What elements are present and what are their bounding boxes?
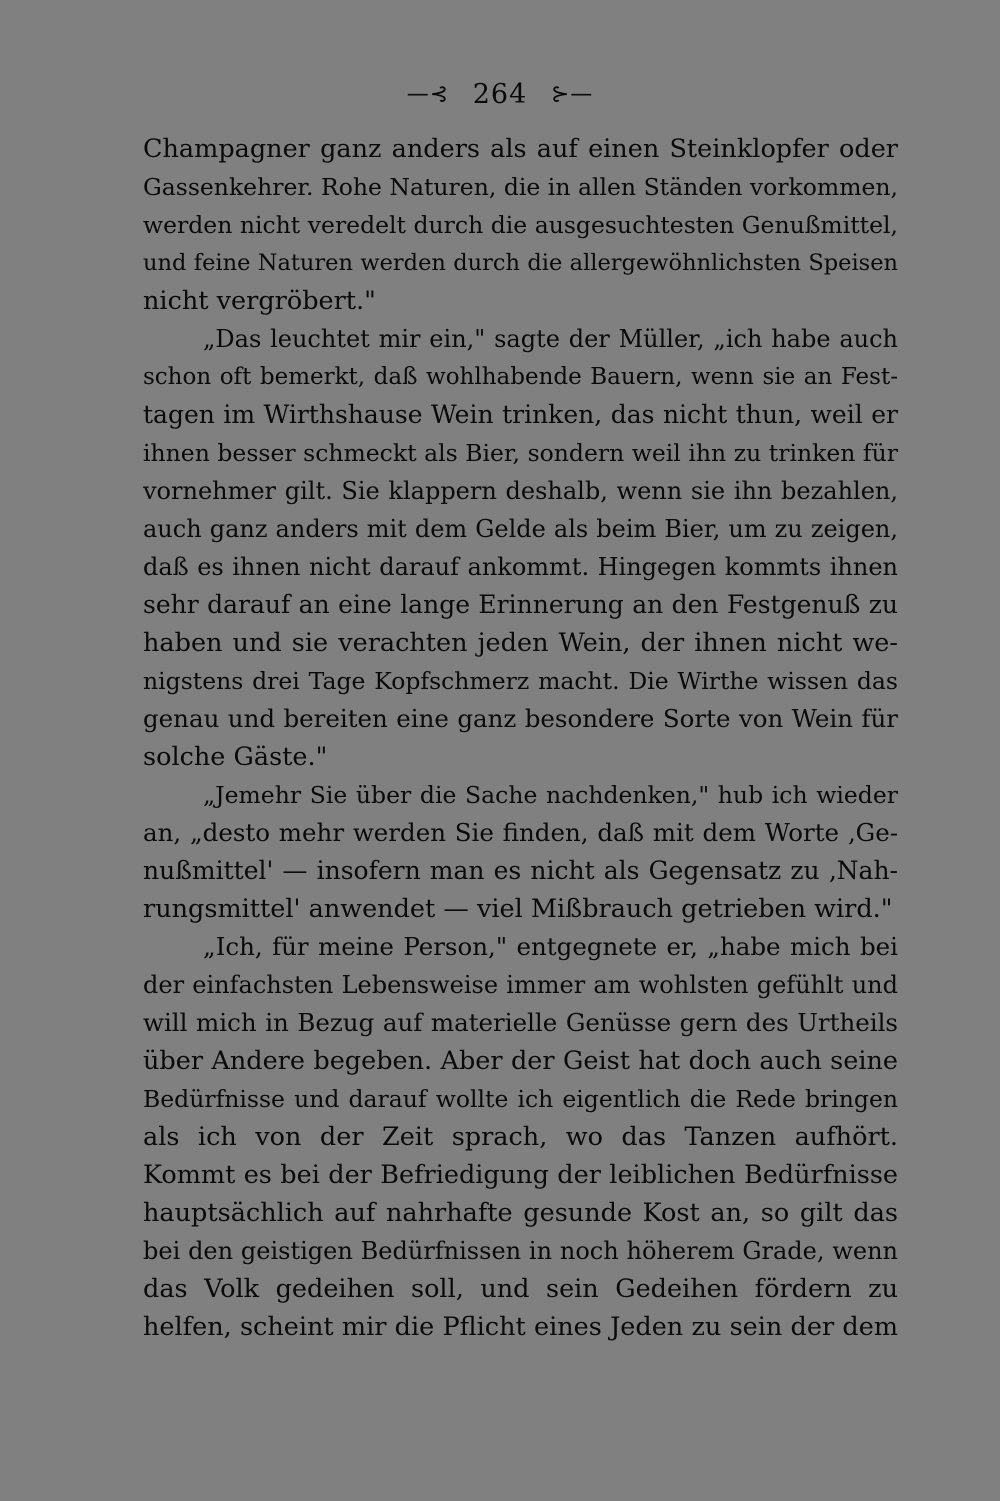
text-line: werden nicht veredelt durch die ausgesuchtesten Genußmittel, [143, 211, 898, 239]
text-line: nußmittel' — insofern man es nicht als Gegensatz zu ‚Nah- [143, 856, 898, 885]
text-line: Kommt es bei der Befriedigung der leiblichen Bedürfnisse [143, 1160, 898, 1190]
text-line: schon oft bemerkt, daß wohlhabende Bauern, wenn sie an Fest- [143, 364, 898, 390]
text-line: „Jemehr Sie über die Sache nachdenken," hub ich wieder [203, 781, 898, 809]
text-line: der einfachsten Lebensweise immer am wohlsten gefühlt und [143, 971, 898, 999]
text-line: „Ich, für meine Person," entgegnete er, „habe mich bei [203, 932, 898, 961]
page-header [0, 78, 1000, 112]
text-line: tagen im Wirthshause Wein trinken, das nicht thun, weil er [143, 400, 898, 429]
text-line: genau und bereiten eine ganz besondere Sorte von Wein für [143, 704, 898, 733]
text-line: an, „desto mehr werden Sie finden, daß mit dem Worte ‚Ge- [143, 818, 898, 847]
text-line: solche Gäste." [143, 742, 328, 772]
text-line: über Andere begeben. Aber der Geist hat doch auch seine [143, 1046, 898, 1076]
text-line: als ich von der Zeit sprach, wo das Tanzen aufhört. [143, 1122, 898, 1152]
page-number: 264 [472, 79, 528, 110]
body-text [143, 130, 898, 1346]
text-line: ihnen besser schmeckt als Bier, sondern weil ihn zu trinken für [143, 439, 898, 467]
text-line: auch ganz anders mit dem Gelde als beim Bier, um zu zeigen, [143, 515, 898, 543]
text-line: daß es ihnen nicht darauf ankommt. Hingegen kommts ihnen [143, 553, 898, 581]
text-line: haben und sie verachten jeden Wein, der ihnen nicht we- [143, 628, 898, 658]
ornament-left: —⊰ [406, 82, 450, 107]
text-line: nicht vergröbert." [143, 286, 376, 316]
text-line: bei den geistigen Bedürfnissen in noch höherem Grade, wenn [143, 1237, 898, 1265]
text-line: das Volk gedeihen soll, und sein Gedeihen fördern zu [143, 1274, 898, 1304]
text-line: „Das leuchtet mir ein," sagte der Müller, „ich habe auch [203, 325, 898, 353]
text-line: vornehmer gilt. Sie klappern deshalb, wenn sie ihn bezahlen, [143, 477, 898, 505]
text-line: Bedürfnisse und darauf wollte ich eigentlich die Rede bringen [143, 1085, 898, 1113]
text-line: Champagner ganz anders als auf einen Steinklopfer oder [143, 134, 898, 164]
ornament-right: ⊱— [550, 82, 594, 107]
text-line: und feine Naturen werden durch die allergewöhnlichsten Speisen [143, 250, 898, 276]
text-line: Gassenkehrer. Rohe Naturen, die in allen Ständen vorkommen, [143, 173, 898, 201]
text-line: will mich in Bezug auf materielle Genüsse gern des Urtheils [143, 1008, 898, 1037]
text-line: nigstens drei Tage Kopfschmerz macht. Die Wirthe wissen das [143, 667, 898, 695]
text-line: rungsmittel' anwendet — viel Mißbrauch getrieben wird." [143, 894, 893, 924]
text-line: hauptsächlich auf nahrhafte gesunde Kost an, so gilt das [143, 1198, 898, 1228]
text-line: helfen, scheint mir die Pflicht eines Jeden zu sein der dem [143, 1312, 898, 1342]
text-line: sehr darauf an eine lange Erinnerung an den Festgenuß zu [143, 590, 898, 619]
